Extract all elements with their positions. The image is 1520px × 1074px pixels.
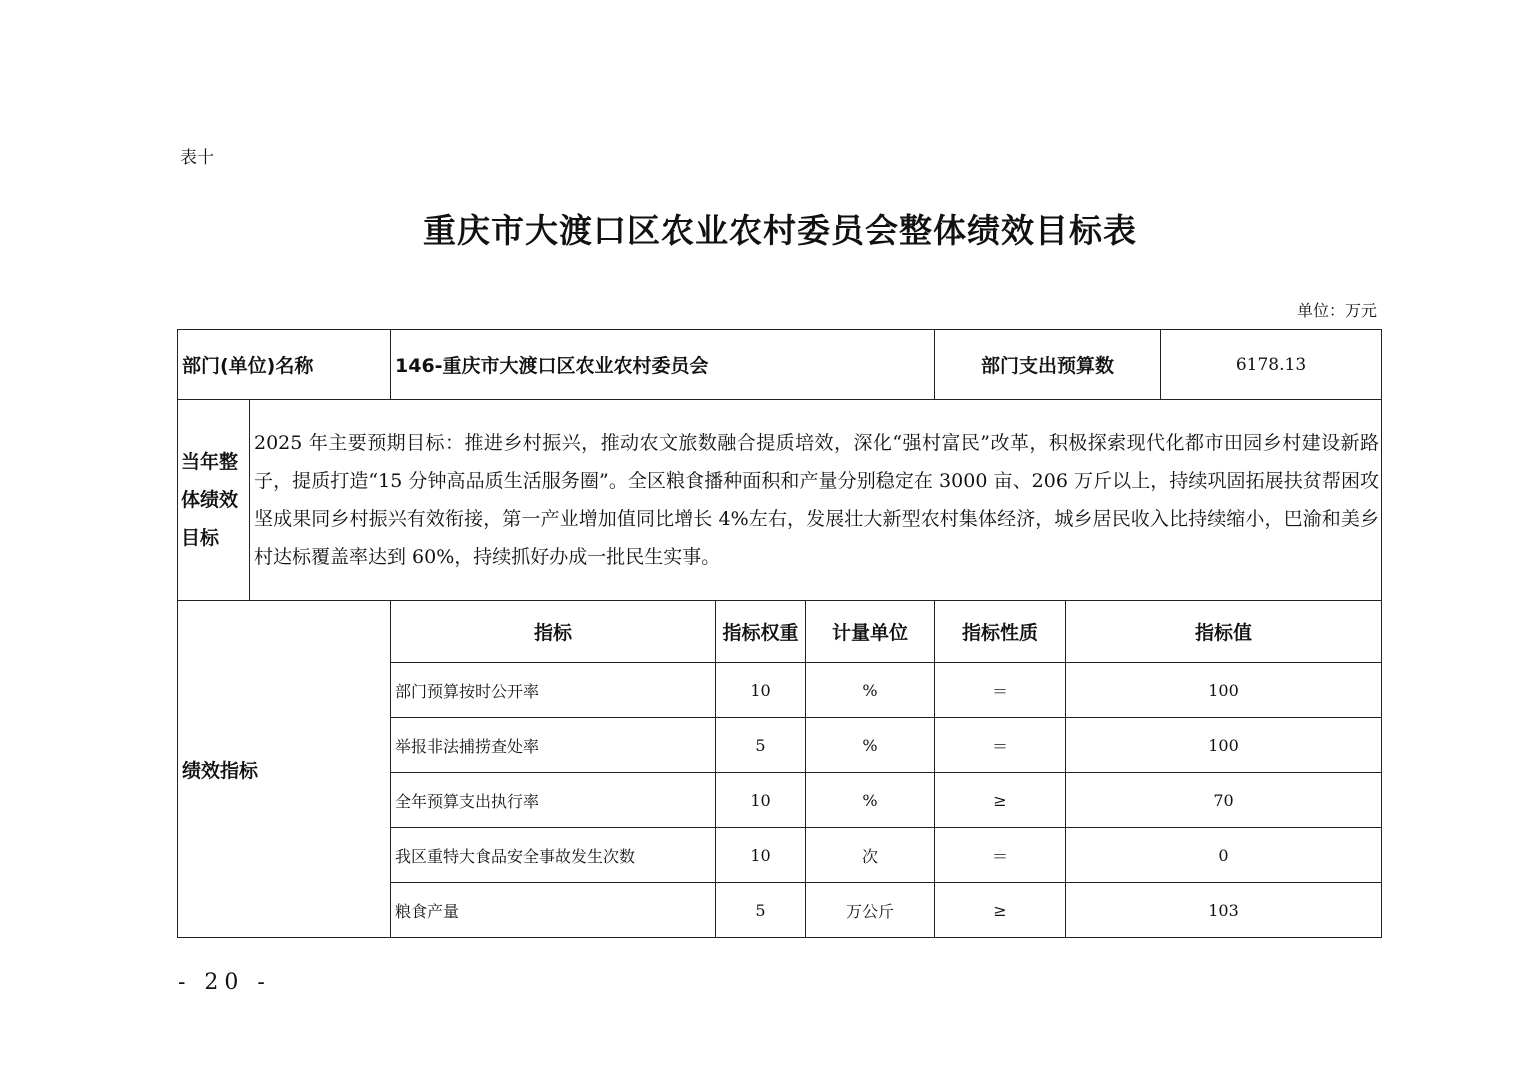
page-title: 重庆市大渡口区农业农村委员会整体绩效目标表	[423, 211, 1137, 250]
goal-row	[178, 400, 1382, 601]
indicator-value: 100	[1066, 718, 1382, 773]
indicator-unit: 次	[806, 828, 935, 883]
column-header-value: 指标值	[1066, 601, 1382, 663]
indicator-header-row	[178, 601, 1382, 663]
budget-value: 6178.13	[1161, 330, 1382, 400]
indicator-value: 0	[1066, 828, 1382, 883]
dept-row	[178, 330, 1382, 400]
indicator-nature: ≥	[935, 883, 1066, 938]
indicator-weight: 10	[716, 663, 806, 718]
indicator-weight: 5	[716, 718, 806, 773]
budget-label: 部门支出预算数	[935, 330, 1161, 400]
indicator-unit: %	[806, 773, 935, 828]
performance-target-table	[177, 329, 1382, 938]
indicator-nature: ＝	[935, 663, 1066, 718]
indicator-weight: 10	[716, 828, 806, 883]
indicator-unit: %	[806, 718, 935, 773]
goal-text: 2025 年主要预期目标：推进乡村振兴，推动农文旅数融合提质培效，深化“强村富民”改革，积极探索现代化都市田园乡村建设新路子，提质打造“15 分钟高品质生活服务圈”。全区粮食播种面积和产量分别稳定在 3000 亩、206 万斤以上，持续巩固拓展扶贫帮困攻坚成果同乡村振兴有效衔接，第一产业增加值同比增长 4%左右，发展壮大新型农村集体经济，城乡居民收入比持续缩小，巴渝和美乡村达标覆盖率达到 60%，持续抓好办成一批民生实事。	[250, 400, 1382, 601]
column-header-weight: 指标权重	[716, 601, 806, 663]
indicator-name: 全年预算支出执行率	[391, 773, 716, 828]
column-header-nature: 指标性质	[935, 601, 1066, 663]
indicator-nature: ＝	[935, 718, 1066, 773]
indicator-name: 粮食产量	[391, 883, 716, 938]
indicator-nature: ≥	[935, 773, 1066, 828]
indicator-name: 我区重特大食品安全事故发生次数	[391, 828, 716, 883]
dept-name-value: 146-重庆市大渡口区农业农村委员会	[391, 330, 935, 400]
table-label: 表十	[180, 148, 214, 168]
indicator-name: 部门预算按时公开率	[391, 663, 716, 718]
page-number: - 20 -	[178, 970, 271, 995]
goal-label: 当年整体绩效目标	[178, 400, 250, 601]
dept-name-label: 部门(单位)名称	[178, 330, 391, 400]
indicator-unit: 万公斤	[806, 883, 935, 938]
indicator-unit: %	[806, 663, 935, 718]
indicator-weight: 10	[716, 773, 806, 828]
column-header-unit: 计量单位	[806, 601, 935, 663]
indicator-value: 70	[1066, 773, 1382, 828]
indicator-nature: ＝	[935, 828, 1066, 883]
indicator-value: 103	[1066, 883, 1382, 938]
column-header-indicator: 指标	[391, 601, 716, 663]
performance-indicators-label: 绩效指标	[178, 601, 391, 938]
unit-label: 单位：万元	[1296, 301, 1377, 320]
indicator-name: 举报非法捕捞查处率	[391, 718, 716, 773]
indicator-value: 100	[1066, 663, 1382, 718]
indicator-weight: 5	[716, 883, 806, 938]
